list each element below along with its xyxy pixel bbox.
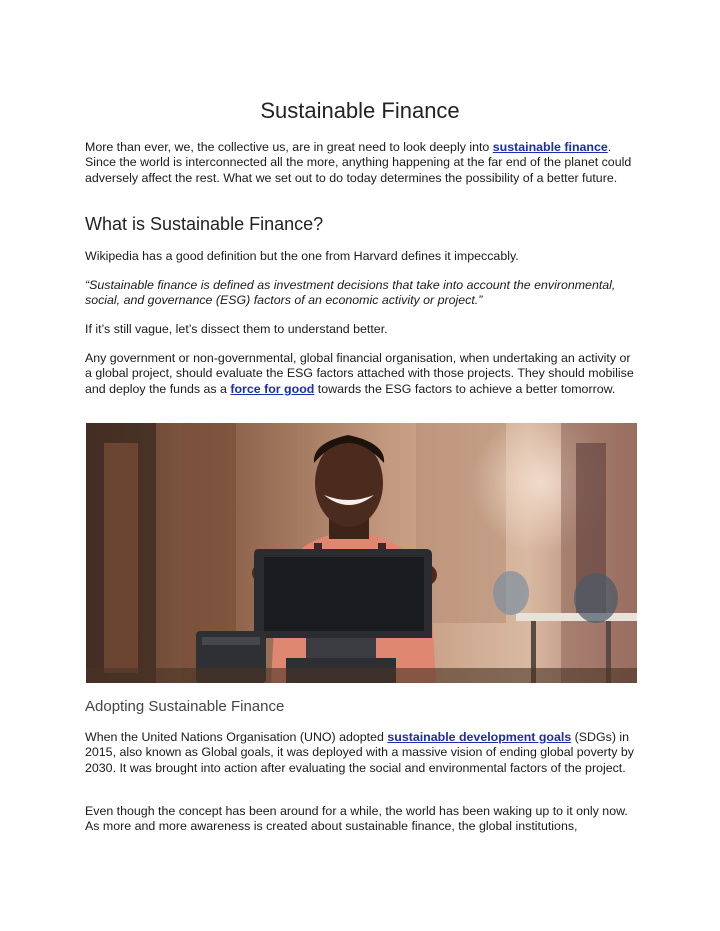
sdg-link[interactable]: sustainable development goals [387,730,572,744]
page-title: Sustainable Finance [260,98,460,123]
esg-paragraph [85,351,640,397]
intro-text-start: More than ever, we, the collective us, are in great need to look deeply into [85,140,493,154]
intro-paragraph [85,140,640,186]
uno-text-start: When the United Nations Organisation (UNO) adopted [85,730,388,744]
awareness-paragraph: Even though the concept has been around for a while, the world has been waking up to it only now. As more and more awareness is created about sustainable finance, the global institutions, [85,804,628,834]
cafe-worker-photo [86,423,637,683]
photo-illustration [86,423,637,683]
uno-text-end: (SDGs) in 2015, also known as Global goals, it was deployed with a massive vision of ending global poverty by 2030. It was brought into action after evaluating the social and environmental factors of the project. [85,730,634,775]
esg-text-end: towards the ESG factors to achieve a better tomorrow. [314,381,616,396]
section-heading-what-is: What is Sustainable Finance? [85,214,324,234]
sustainable-finance-link[interactable]: sustainable finance [492,140,608,154]
esg-text-start: Any government or non-governmental, global financial organisation, when undertaking an activity or a global project, should evaluate the ESG factors attached with those projects. They should mobilise and deploy the funds as a [85,351,634,396]
harvard-quote [85,278,640,309]
section-heading-adopting: Adopting Sustainable Finance [85,698,285,715]
intro-text-end: . Since the world is interconnected all the more, anything happening at the far end of the planet could adversely affect the rest. What we set out to do today determines the possibility of a better future. [85,140,632,185]
wikipedia-paragraph: Wikipedia has a good definition but the one from Harvard defines it impeccably. [85,249,519,263]
dissect-paragraph: If it’s still vague, let’s dissect them to understand better. [85,322,388,336]
quote-text: “Sustainable finance is defined as investment decisions that take into account the environmental, social, and governance (ESG) factors of an economic activity or project.” [85,278,616,308]
uno-paragraph [85,730,640,776]
force-for-good-link[interactable]: force for good [230,381,315,396]
